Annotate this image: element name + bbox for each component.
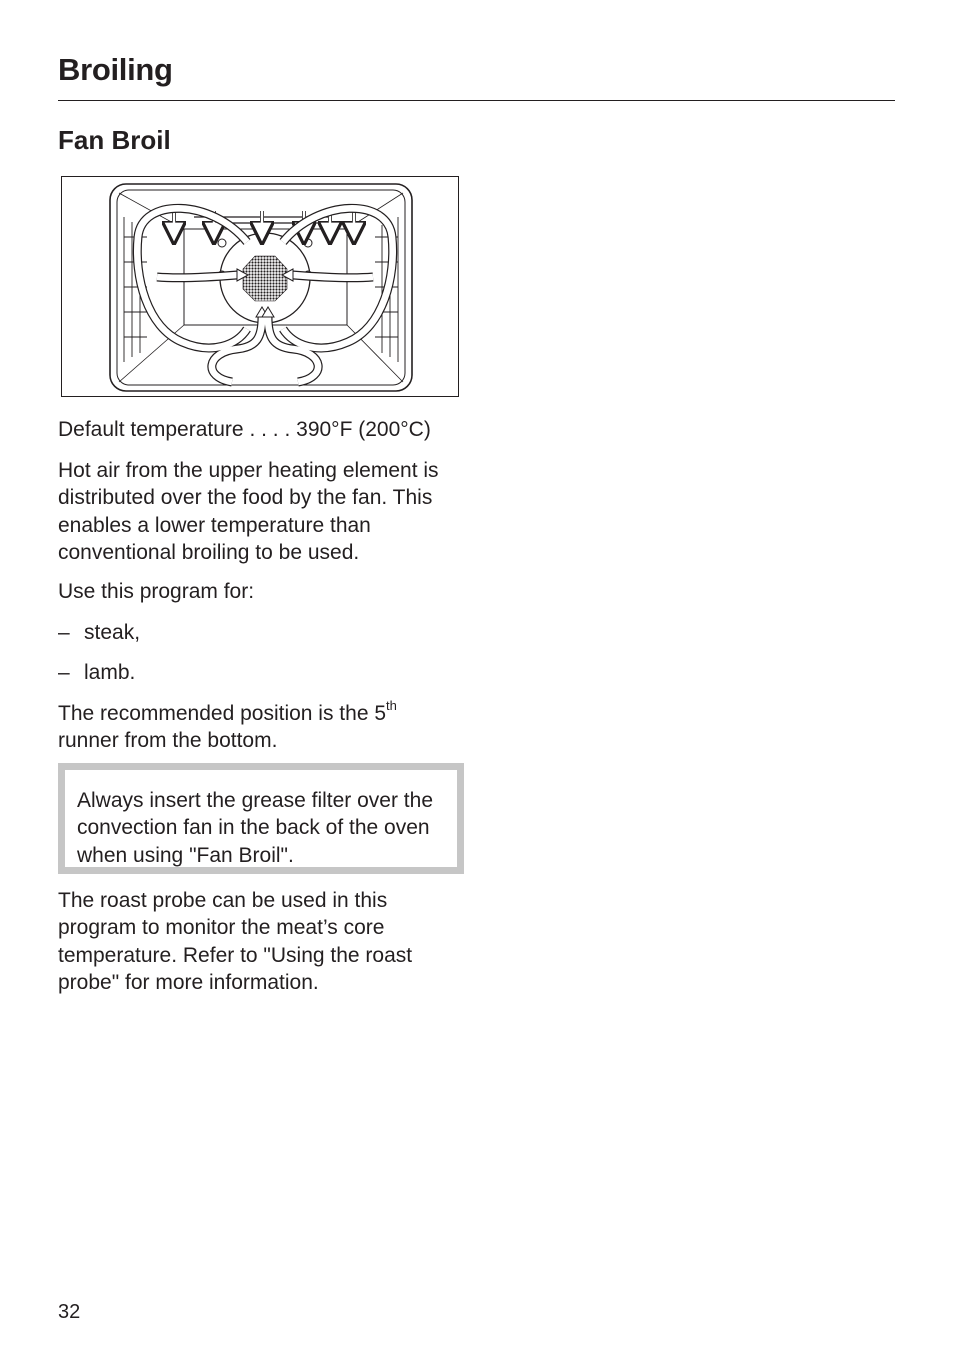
recommended-position [58, 700, 468, 755]
roast-probe-paragraph: The roast probe can be used in this program to monitor the meat’s core temperature. Refer to "Using the roast probe" for more information. [58, 889, 413, 994]
list-item-text: lamb. [84, 661, 136, 684]
page-number: 32 [58, 1301, 81, 1323]
section-title: Broiling [58, 52, 173, 87]
list-item-text: steak, [84, 621, 141, 644]
default-temp-value: 390°F (200°C) [296, 418, 431, 441]
leader-dots: . . . . [249, 418, 291, 441]
oven-airflow-figure [61, 176, 459, 397]
subsection-title: Fan Broil [58, 125, 171, 155]
title-divider [58, 100, 895, 101]
ordinal-suffix: th [386, 698, 397, 713]
default-temp-label: Default temperature [58, 418, 244, 441]
oven-fan-broil-icon [62, 177, 457, 395]
note-box [58, 763, 464, 874]
intro-paragraph: Hot air from the upper heating element is distributed over the food by the fan. This enables a lower temperature than conventional broiling to be used. [58, 459, 439, 564]
bullet-dash: – [58, 661, 70, 684]
default-temperature [58, 416, 468, 443]
use-for-label: Use this program for: [58, 580, 255, 603]
list-item [58, 619, 140, 646]
position-text: The recommended position is the 5 [58, 702, 387, 725]
list-item [58, 659, 135, 686]
note-text: Always insert the grease filter over the convection fan in the back of the oven when using "Fan Broil". [77, 789, 433, 867]
position-text-continued: runner from the bottom. [58, 729, 278, 753]
bullet-dash: – [58, 621, 70, 644]
